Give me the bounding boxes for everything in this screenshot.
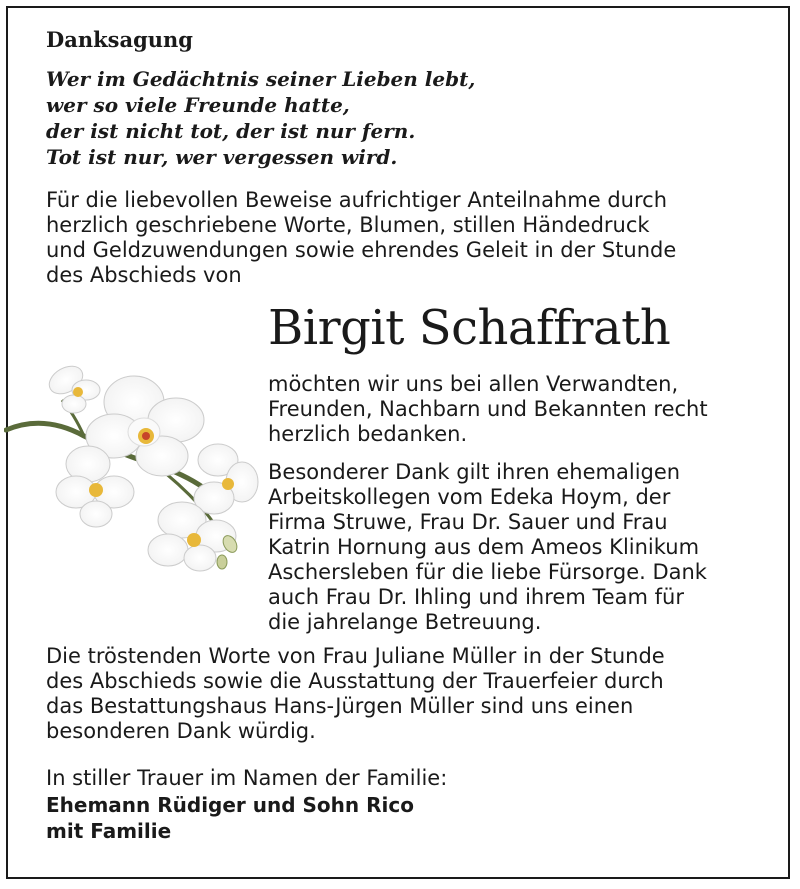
thanks-line: des Abschieds sowie die Ausstattung der Trauerfeier durch <box>46 669 664 693</box>
mourning-line <box>46 766 447 791</box>
thanks-line: Besonderer Dank gilt ihren ehemaligen <box>268 460 681 484</box>
intro-line: herzlich geschriebene Worte, Blumen, stillen Händedruck <box>46 213 650 237</box>
intro-paragraph <box>46 188 676 288</box>
thanks-line: herzlich bedanken. <box>268 422 468 446</box>
intro-line: Für die liebevollen Beweise aufrichtiger Anteilnahme durch <box>46 188 668 212</box>
thanks-paragraph-2 <box>268 460 707 635</box>
thanks-line: Arbeitskollegen vom Edeka Hoym, der <box>268 485 671 509</box>
deceased-name: Birgit Schaffrath <box>268 300 671 356</box>
thanks-line: Freunden, Nachbarn und Bekannten recht <box>268 397 708 421</box>
intro-line: des Abschieds von <box>46 263 242 287</box>
thanks-line: besonderen Dank würdig. <box>46 719 316 743</box>
thanks-line: Katrin Hornung aus dem Ameos Klinikum <box>268 535 700 559</box>
signature-line: mit Familie <box>46 819 172 843</box>
thanks-line: Firma Struwe, Frau Dr. Sauer und Frau <box>268 510 668 534</box>
thanks-line: die jahrelange Betreuung. <box>268 610 542 634</box>
mourning-text: In stiller Trauer im Namen der Familie: <box>46 766 448 790</box>
poem-line: wer so viele Freunde hatte, <box>46 93 350 117</box>
poem-line: der ist nicht tot, der ist nur fern. <box>46 119 416 143</box>
poem-line: Tot ist nur, wer vergessen wird. <box>46 145 398 169</box>
thanks-line: auch Frau Dr. Ihling und ihrem Team für <box>268 585 684 609</box>
orchid-icon <box>4 352 260 582</box>
intro-line: und Geldzuwendungen sowie ehrendes Geleit in der Stunde <box>46 238 677 262</box>
poem <box>46 66 475 170</box>
thanks-line: Aschersleben für die liebe Fürsorge. Dank <box>268 560 707 584</box>
thanks-line: Die tröstenden Worte von Frau Juliane Müller in der Stunde <box>46 644 665 668</box>
thanks-line: das Bestattungshaus Hans-Jürgen Müller sind uns einen <box>46 694 634 718</box>
thanks-paragraph-1 <box>268 372 708 447</box>
thanks-line: möchten wir uns bei allen Verwandten, <box>268 372 679 396</box>
signature <box>46 792 414 844</box>
poem-line: Wer im Gedächtnis seiner Lieben lebt, <box>46 67 476 91</box>
notice-heading: Danksagung <box>46 27 193 52</box>
thanks-paragraph-3 <box>46 644 665 744</box>
signature-line: Ehemann Rüdiger und Sohn Rico <box>46 793 414 817</box>
